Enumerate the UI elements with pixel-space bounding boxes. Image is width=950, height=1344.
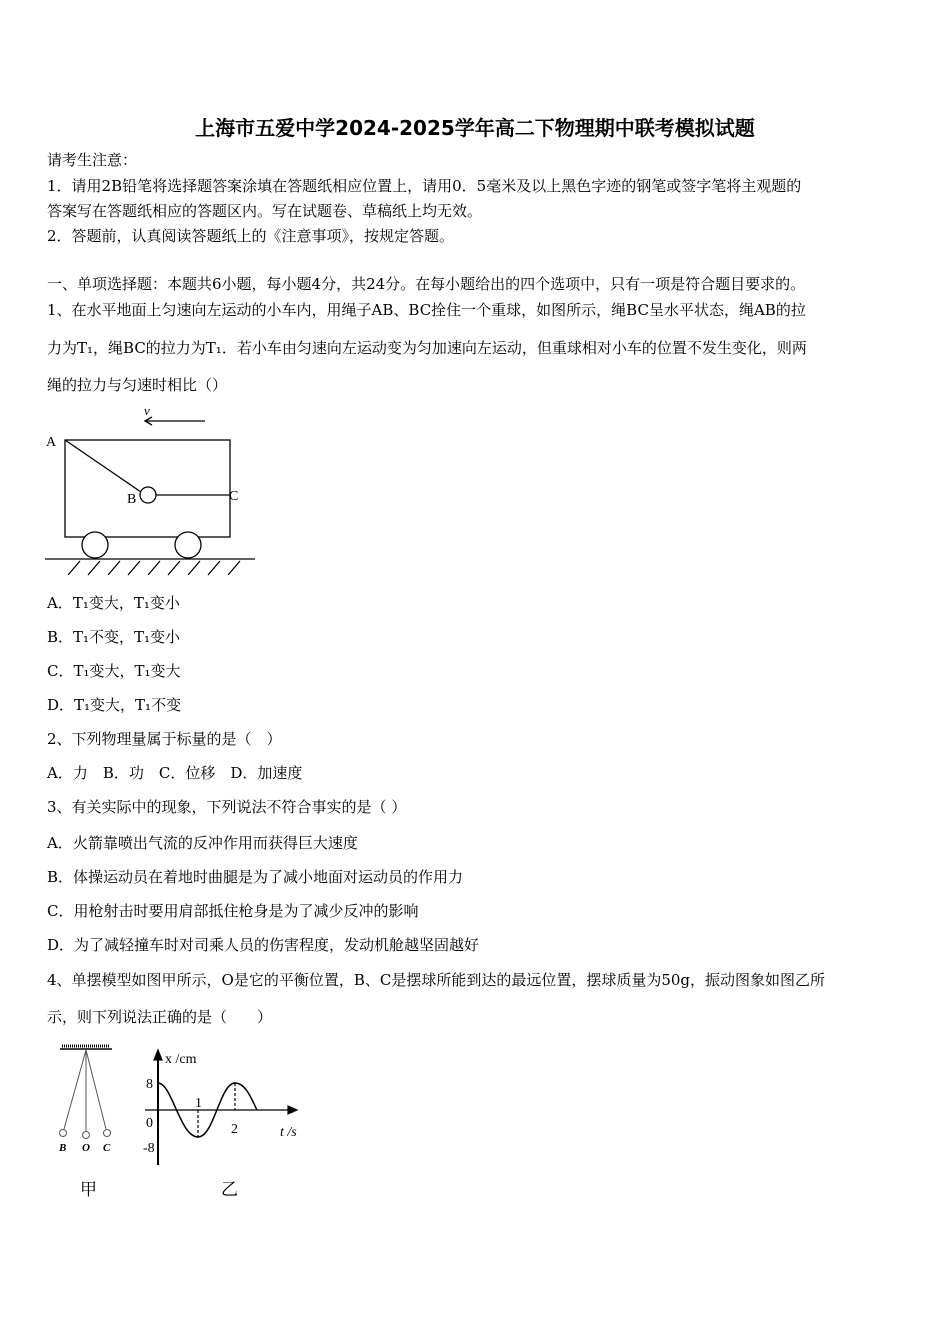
graph-x-label: t /s	[280, 1125, 297, 1140]
q3-option-c: C．用枪射击时要用肩部抵住枪身是为了减少反冲的影响	[47, 902, 419, 920]
figure-jia-caption: 甲	[80, 1180, 97, 1200]
graph-y-tick: 8	[146, 1077, 153, 1092]
q1-option-c: C．T₁变大，T₁变大	[47, 662, 181, 680]
q2-options: A．力 B．功 C．位移 D．加速度	[47, 764, 303, 782]
graph-x-tick: 2	[231, 1122, 238, 1137]
point-a-label: A	[46, 435, 57, 450]
q3-stem: 3、有关实际中的现象，下列说法不符合事实的是（ ）	[47, 798, 407, 816]
section-heading: 一、单项选择题：本题共6小题，每小题4分，共24分。在每小题给出的四个选项中，只有一项是符合题目要求的。	[47, 275, 806, 293]
point-b-label: B	[127, 492, 137, 507]
velocity-label: v	[144, 403, 150, 418]
q3-option-b: B．体操运动员在着地时曲腿是为了减小地面对运动员的作用力	[47, 868, 464, 886]
q1-stem: 力为T₁，绳BC的拉力为T₁．若小车由匀速向左运动变为匀加速向左运动，但重球相对小车的位置不发生变化，则两	[47, 339, 807, 357]
q4-stem: 示，则下列说法正确的是（ ）	[47, 1008, 273, 1026]
q3-option-a: A．火箭靠喷出气流的反冲作用而获得巨大速度	[47, 834, 358, 852]
graph-origin: 0	[146, 1116, 153, 1131]
page-title: 上海市五爱中学2024-2025学年高二下物理期中联考模拟试题	[195, 116, 755, 140]
ground-hatch	[68, 561, 240, 575]
cart-diagram	[45, 417, 255, 575]
q1-stem: 1、在水平地面上匀速向左运动的小车内，用绳子AB、BC拴住一个重球，如图所示，绳BC呈水平状态，绳AB的拉	[47, 301, 806, 319]
q1-stem: 绳的拉力与匀速时相比（）	[47, 376, 228, 394]
notice-line: 答案写在答题纸相应的答题区内。写在试题卷、草稿纸上均无效。	[47, 202, 483, 220]
notice-line: 2．答题前，认真阅读答题纸上的《注意事项》，按规定答题。	[47, 227, 455, 245]
graph-y-tick: -8	[143, 1141, 155, 1156]
point-c-label: C	[229, 489, 239, 504]
pendulum-o-label: O	[82, 1142, 90, 1154]
pendulum-diagram	[60, 1046, 113, 1139]
figure-yi-caption: 乙	[221, 1180, 238, 1200]
graph-y-label: x /cm	[165, 1052, 197, 1067]
q1-option-d: D．T₁变大，T₁不变	[47, 696, 182, 714]
vibration-graph	[145, 1050, 297, 1165]
pendulum-c-label: C	[103, 1142, 111, 1154]
notice-line: 1．请用2B铅笔将选择题答案涂填在答题纸相应位置上，请用0．5毫米及以上黑色字迹的钢笔或签字笔将主观题的	[47, 177, 802, 195]
q1-option-a: A．T₁变大，T₁变小	[47, 594, 180, 612]
q1-option-b: B．T₁不变，T₁变小	[47, 628, 181, 646]
q4-stem: 4、单摆模型如图甲所示，O是它的平衡位置，B、C是摆球所能到达的最远位置，摆球质量为50g，振动图象如图乙所	[47, 971, 826, 989]
notice-heading: 请考生注意：	[47, 151, 138, 169]
q3-option-d: D．为了减轻撞车时对司乘人员的伤害程度，发动机舱越坚固越好	[47, 936, 480, 954]
graph-x-tick: 1	[195, 1096, 202, 1111]
pendulum-b-label: B	[59, 1142, 67, 1154]
q2-stem: 2、下列物理量属于标量的是（ ）	[47, 730, 282, 748]
